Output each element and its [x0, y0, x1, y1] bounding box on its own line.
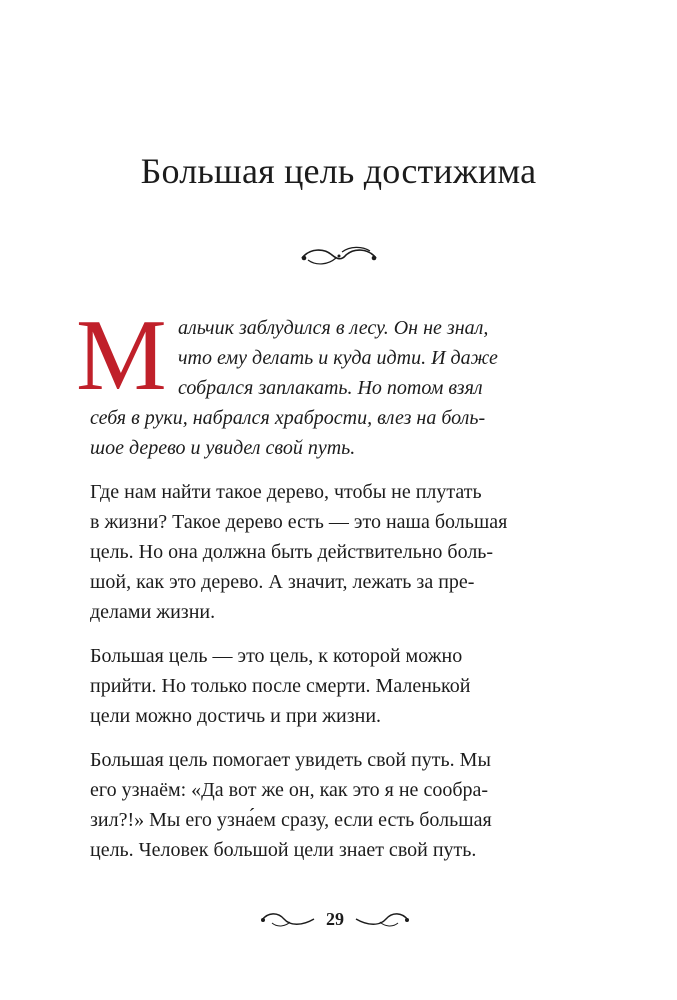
intro-line: собрался заплакать. Но потом взял — [178, 377, 483, 399]
paragraph — [90, 477, 590, 627]
paragraph-line: прийти. Но только после смерти. Маленькой — [90, 675, 471, 697]
paragraph-line: цель. Человек большой цели знает свой путь. — [90, 839, 477, 861]
intro-paragraph — [76, 299, 590, 463]
page-footer — [0, 902, 677, 938]
intro-line: что ему делать и куда идти. И даже — [178, 347, 498, 369]
intro-line: себя в руки, набрался храбрости, влез на боль- — [90, 407, 486, 429]
flourish-ornament-icon — [298, 238, 380, 272]
paragraph-line: Большая цель — это цель, к которой можно — [90, 645, 463, 667]
paragraph — [90, 745, 590, 865]
flourish-left-icon — [258, 910, 318, 930]
paragraph-line: Большая цель помогает увидеть свой путь. Мы — [90, 749, 491, 771]
chapter-title: Большая цель достижима — [140, 151, 537, 191]
paragraph-line: зил?!» Мы его узна́ем сразу, если есть большая — [90, 809, 492, 831]
paragraph-line: в жизни? Такое дерево есть — это наша большая — [90, 511, 508, 533]
page-body — [76, 299, 590, 865]
intro-line: шое дерево и увидел свой путь. — [90, 437, 356, 459]
page-number: 29 — [326, 909, 344, 929]
paragraph-line: его узнаём: «Да вот же он, как это я не сообра- — [90, 779, 489, 801]
drop-cap: М — [76, 299, 167, 412]
paragraph-line: шой, как это дерево. А значит, лежать за пре- — [90, 571, 475, 593]
paragraph-line: цель. Но она должна быть действительно боль- — [90, 541, 494, 563]
paragraph-line: Где нам найти такое дерево, чтобы не плутать — [90, 481, 482, 503]
intro-line: альчик заблудился в лесу. Он не знал, — [178, 317, 489, 339]
paragraph-line: цели можно достичь и при жизни. — [90, 705, 382, 727]
paragraph — [90, 641, 590, 731]
flourish-right-icon — [352, 910, 412, 930]
paragraph-line: делами жизни. — [90, 601, 216, 623]
